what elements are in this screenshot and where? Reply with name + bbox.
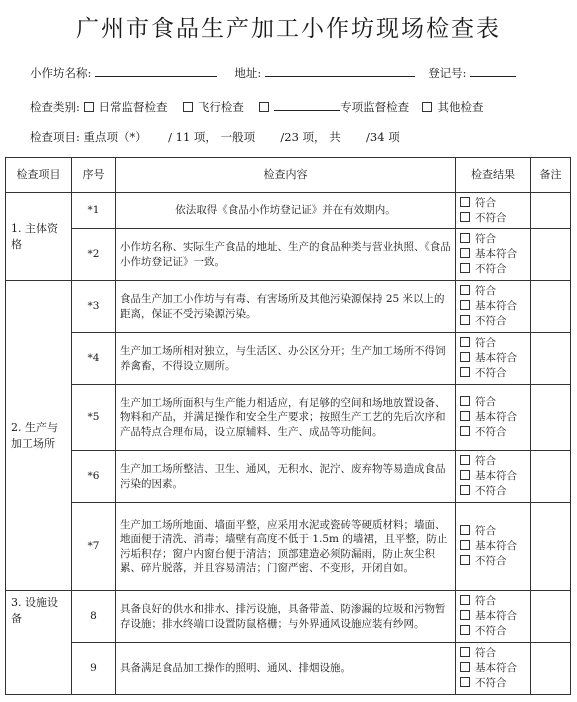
table-row — [6, 229, 571, 281]
option-label: 符合 — [475, 196, 496, 209]
remark-cell[interactable] — [531, 643, 571, 695]
info-line-1 — [30, 64, 516, 81]
result-option[interactable] — [460, 262, 526, 277]
key-items-label: 重点项（*） — [83, 130, 147, 144]
option-label: 基本符合 — [475, 248, 517, 260]
workshop-name-label: 小作坊名称: — [30, 66, 92, 80]
option-label: 不符合 — [475, 485, 507, 497]
info-line-2 — [30, 98, 483, 115]
result-option[interactable] — [460, 624, 526, 639]
checkbox-icon[interactable] — [183, 102, 193, 112]
seq-cell: *5 — [72, 385, 116, 451]
seq-cell: 9 — [72, 643, 116, 695]
checkbox-icon[interactable] — [460, 212, 470, 222]
result-cell — [456, 193, 531, 229]
seq-cell: *4 — [72, 333, 116, 385]
checkbox-icon[interactable] — [460, 555, 470, 565]
checkbox-icon[interactable] — [460, 647, 470, 657]
items-label: 检查项目: — [30, 130, 80, 144]
option-label: 不符合 — [475, 315, 507, 327]
result-option[interactable] — [460, 425, 526, 440]
option-label: 基本符合 — [475, 352, 517, 364]
checkbox-icon[interactable] — [460, 540, 470, 550]
result-option[interactable] — [460, 232, 526, 247]
seq-cell: *3 — [72, 281, 116, 333]
checkbox-icon[interactable] — [460, 610, 470, 620]
option-label: 不符合 — [475, 263, 507, 275]
checkbox-icon[interactable] — [460, 396, 470, 406]
address-field[interactable] — [265, 64, 415, 77]
option-label: 符合 — [475, 525, 496, 537]
inspection-table — [5, 157, 571, 695]
checkbox-icon[interactable] — [460, 197, 470, 207]
option-label: 基本符合 — [475, 300, 517, 312]
table-row — [6, 503, 571, 591]
table-row — [6, 591, 571, 643]
checkbox-icon[interactable] — [460, 411, 470, 421]
content-cell: 食品生产加工小作坊与有毒、有害场所及其他污染源保持 25 米以上的距离，保证不受污染源污染。 — [116, 281, 456, 333]
content-cell: 具备良好的供水和排水、排污设施，具备带盖、防渗漏的垃圾和污物暂存设施；排水终端口设置防鼠格栅；与外界通风设施应装有纱网。 — [116, 591, 456, 643]
table-header-row — [6, 158, 571, 193]
checkbox-icon[interactable] — [84, 102, 94, 112]
content-cell: 依法取得《食品小作坊登记证》并在有效期内。 — [116, 193, 456, 229]
seq-cell: *1 — [72, 193, 116, 229]
result-cell — [456, 229, 531, 281]
checkbox-icon[interactable] — [460, 662, 470, 672]
checkbox-icon[interactable] — [460, 470, 470, 480]
workshop-name-field[interactable] — [95, 64, 217, 77]
category-cell: 2. 生产与加工场所 — [6, 281, 72, 591]
checkbox-icon[interactable] — [460, 426, 470, 436]
header-result: 检查结果 — [456, 158, 531, 193]
result-cell — [456, 281, 531, 333]
result-cell — [456, 451, 531, 503]
result-option[interactable] — [460, 524, 526, 539]
table-row — [6, 451, 571, 503]
result-option[interactable] — [460, 661, 526, 676]
checkbox-icon[interactable] — [422, 102, 432, 112]
remark-cell[interactable] — [531, 229, 571, 281]
result-option[interactable] — [460, 247, 526, 262]
result-option[interactable] — [460, 211, 526, 226]
option-label: 不符合 — [475, 555, 507, 567]
header-seq: 序号 — [72, 158, 116, 193]
checkbox-icon[interactable] — [460, 337, 470, 347]
result-option[interactable] — [460, 676, 526, 691]
header-content: 检查内容 — [116, 158, 456, 193]
key-items-count: / 11 项， — [168, 130, 217, 144]
seq-cell: *7 — [72, 503, 116, 591]
category-label: 检查类别: — [30, 100, 80, 114]
option-label: 符合 — [475, 233, 496, 245]
result-option[interactable] — [460, 284, 526, 299]
content-cell: 生产加工场所相对独立，与生活区、办公区分开；生产加工场所不得饲养禽畜，不得设立厕所。 — [116, 333, 456, 385]
seq-cell: *6 — [72, 451, 116, 503]
result-cell — [456, 591, 531, 643]
checkbox-icon[interactable] — [460, 595, 470, 605]
option-label: 符合 — [475, 285, 496, 297]
option-label: 基本符合 — [475, 662, 517, 674]
result-cell — [456, 643, 531, 695]
result-option[interactable] — [460, 314, 526, 329]
table-row — [6, 193, 571, 229]
remark-cell[interactable] — [531, 591, 571, 643]
category-cell: 1. 主体资格 — [6, 193, 72, 281]
result-cell — [456, 385, 531, 451]
checkbox-icon[interactable] — [460, 485, 470, 495]
cat-daily-label: 日常监督检查 — [98, 100, 168, 114]
option-label: 符合 — [475, 337, 496, 349]
table-row — [6, 643, 571, 695]
special-topic-field[interactable] — [274, 98, 340, 111]
result-cell — [456, 503, 531, 591]
result-option[interactable] — [460, 351, 526, 366]
option-label: 不符合 — [475, 367, 507, 379]
table-row — [6, 385, 571, 451]
remark-cell[interactable] — [531, 333, 571, 385]
table-row — [6, 281, 571, 333]
result-option[interactable] — [460, 299, 526, 314]
checkbox-icon[interactable] — [460, 285, 470, 295]
category-cell: 3. 设施设备 — [6, 591, 72, 695]
general-items-count: /23 项， — [280, 130, 326, 144]
result-option[interactable] — [460, 609, 526, 624]
result-option[interactable] — [460, 395, 526, 410]
checkbox-icon[interactable] — [460, 233, 470, 243]
option-label: 不符合 — [475, 625, 507, 637]
result-option[interactable] — [460, 469, 526, 484]
remark-cell[interactable] — [531, 503, 571, 591]
option-label: 符合 — [475, 396, 496, 408]
cat-flight-label: 飞行检查 — [197, 100, 244, 114]
content-cell: 生产加工场所面积与生产能力相适应，有足够的空间和场地放置设备、物料和产品，并满足操作和安全生产要求；按照生产工艺的先后次序和产品特点合理布局，设立原辅料、生产、成品等功能间。 — [116, 385, 456, 451]
reg-number-label: 登记号: — [428, 66, 467, 80]
remark-cell[interactable] — [531, 281, 571, 333]
total-items-label: 共 — [329, 130, 341, 144]
option-label: 基本符合 — [475, 411, 517, 423]
remark-cell[interactable] — [531, 193, 571, 229]
checkbox-icon[interactable] — [460, 315, 470, 325]
table-row — [6, 333, 571, 385]
option-label: 基本符合 — [475, 470, 517, 482]
checkbox-icon[interactable] — [259, 102, 269, 112]
seq-cell: 8 — [72, 591, 116, 643]
option-label: 基本符合 — [475, 540, 517, 552]
general-items-label: 一般项 — [220, 130, 256, 144]
option-label: 符合 — [475, 595, 496, 607]
result-option[interactable] — [460, 410, 526, 425]
checkbox-icon[interactable] — [460, 248, 470, 258]
result-option[interactable] — [460, 336, 526, 351]
content-cell: 生产加工场所地面、墙面平整，应采用水泥或瓷砖等硬质材料；墙面、地面便于清洗、消毒；墙壁有高度不低于 1.5m 的墙裙，且平整，防止污垢积存；窗户内窗台便于清洁；顶部建造必须防漏雨，防止灰尘积累、碎片脱落，并且容易清洁；门窗严密、不变形，开闭自如。 — [116, 503, 456, 591]
address-label: 地址: — [234, 66, 262, 80]
result-option[interactable] — [460, 366, 526, 381]
remark-cell[interactable] — [531, 385, 571, 451]
option-label: 符合 — [475, 647, 496, 659]
checkbox-icon[interactable] — [460, 625, 470, 635]
checkbox-icon[interactable] — [460, 677, 470, 687]
result-option[interactable] — [460, 196, 526, 211]
checkbox-icon[interactable] — [460, 525, 470, 535]
result-option[interactable] — [460, 484, 526, 499]
header-item: 检查项目 — [6, 158, 72, 193]
cat-special-label: 专项监督检查 — [340, 100, 410, 114]
reg-number-field[interactable] — [470, 64, 516, 77]
checkbox-icon[interactable] — [460, 352, 470, 362]
option-label: 符合 — [475, 455, 496, 467]
header-remark: 备注 — [531, 158, 571, 193]
option-label: 不符合 — [475, 677, 507, 689]
result-option[interactable] — [460, 646, 526, 661]
content-cell: 生产加工场所整洁、卫生、通风，无积水、泥泞、废弃物等易造成食品污染的因素。 — [116, 451, 456, 503]
option-label: 不符合 — [475, 211, 507, 224]
content-cell: 小作坊名称、实际生产食品的地址、生产的食品种类与营业执照、《食品小作坊登记证》一致。 — [116, 229, 456, 281]
remark-cell[interactable] — [531, 451, 571, 503]
option-label: 基本符合 — [475, 610, 517, 622]
result-option[interactable] — [460, 454, 526, 469]
info-line-3 — [30, 129, 400, 145]
result-option[interactable] — [460, 539, 526, 554]
checkbox-icon[interactable] — [460, 367, 470, 377]
content-cell: 具备满足食品加工操作的照明、通风、排烟设施。 — [116, 643, 456, 695]
checkbox-icon[interactable] — [460, 455, 470, 465]
page-title: 广州市食品生产加工小作坊现场检查表 — [76, 16, 501, 42]
result-cell — [456, 333, 531, 385]
checkbox-icon[interactable] — [460, 300, 470, 310]
checkbox-icon[interactable] — [460, 263, 470, 273]
option-label: 不符合 — [475, 426, 507, 438]
result-option[interactable] — [460, 594, 526, 609]
result-option[interactable] — [460, 554, 526, 569]
total-items-count: /34 项 — [366, 130, 400, 144]
cat-other-label: 其他检查 — [437, 100, 484, 114]
seq-cell: *2 — [72, 229, 116, 281]
